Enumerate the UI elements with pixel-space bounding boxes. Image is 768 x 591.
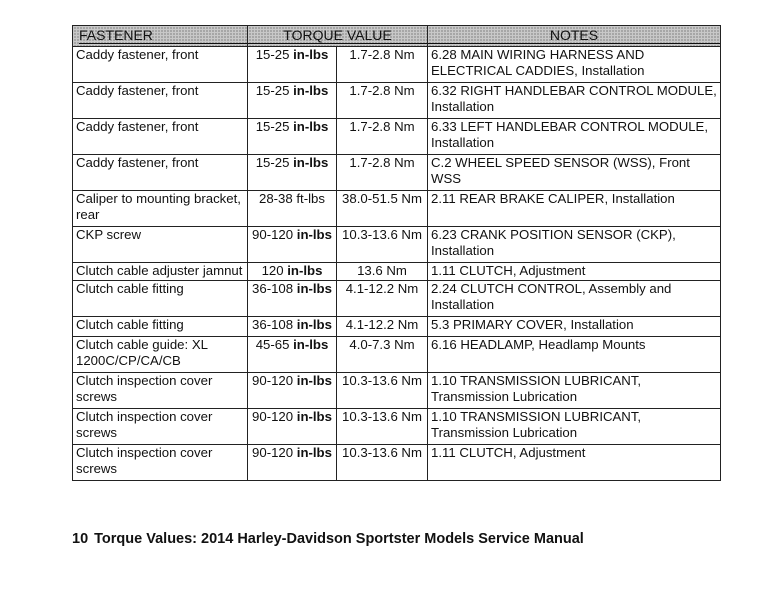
notes-cell: 6.32 RIGHT HANDLEBAR CONTROL MODULE, Installation	[428, 83, 721, 119]
torque-imperial-cell	[248, 47, 337, 83]
table-row	[73, 281, 721, 317]
torque-range: 120	[261, 263, 284, 278]
fastener-cell: Clutch cable fitting	[73, 317, 248, 337]
torque-imperial-cell	[248, 281, 337, 317]
torque-unit: in-lbs	[293, 47, 329, 62]
notes-cell: 1.11 CLUTCH, Adjustment	[428, 263, 721, 281]
notes-cell: 2.24 CLUTCH CONTROL, Assembly and Installation	[428, 281, 721, 317]
fastener-cell: CKP screw	[73, 227, 248, 263]
table-row	[73, 409, 721, 445]
torque-unit: in-lbs	[296, 373, 332, 388]
torque-range: 36-108	[252, 281, 294, 296]
table-row	[73, 191, 721, 227]
torque-range: 90-120	[252, 409, 294, 424]
notes-cell: 1.10 TRANSMISSION LUBRICANT, Transmission Lubrication	[428, 373, 721, 409]
fastener-cell: Clutch cable fitting	[73, 281, 248, 317]
torque-unit: in-lbs	[296, 281, 332, 296]
footer-title: Torque Values: 2014 Harley-Davidson Sportster Models Service Manual	[94, 531, 584, 547]
notes-cell: 6.23 CRANK POSITION SENSOR (CKP), Installation	[428, 227, 721, 263]
torque-metric-cell: 4.1-12.2 Nm	[337, 281, 428, 317]
torque-values-table	[72, 25, 721, 481]
torque-imperial-cell	[248, 191, 337, 227]
torque-metric-cell: 13.6 Nm	[337, 263, 428, 281]
torque-imperial-cell	[248, 119, 337, 155]
notes-cell: 1.10 TRANSMISSION LUBRICANT, Transmission Lubrication	[428, 409, 721, 445]
notes-cell: 6.16 HEADLAMP, Headlamp Mounts	[428, 337, 721, 373]
torque-imperial-cell	[248, 409, 337, 445]
torque-imperial-cell	[248, 337, 337, 373]
torque-imperial-cell	[248, 227, 337, 263]
torque-unit: in-lbs	[293, 155, 329, 170]
notes-cell: 5.3 PRIMARY COVER, Installation	[428, 317, 721, 337]
fastener-cell: Clutch cable guide: XL 1200C/CP/CA/CB	[73, 337, 248, 373]
torque-range: 90-120	[252, 227, 294, 242]
torque-imperial-cell	[248, 263, 337, 281]
notes-cell: 6.28 MAIN WIRING HARNESS AND ELECTRICAL CADDIES, Installation	[428, 47, 721, 83]
torque-imperial-cell	[248, 373, 337, 409]
torque-range: 36-108	[252, 317, 294, 332]
torque-unit: in-lbs	[287, 263, 323, 278]
torque-unit: in-lbs	[296, 409, 332, 424]
table-row	[73, 83, 721, 119]
torque-metric-cell: 10.3-13.6 Nm	[337, 227, 428, 263]
torque-imperial-cell	[248, 155, 337, 191]
torque-imperial-cell	[248, 445, 337, 481]
torque-range: 28-38 ft-lbs	[259, 191, 325, 206]
table-row	[73, 445, 721, 481]
table-row	[73, 263, 721, 281]
fastener-cell: Clutch inspection cover screws	[73, 373, 248, 409]
torque-metric-cell: 1.7-2.8 Nm	[337, 83, 428, 119]
torque-unit: in-lbs	[293, 337, 329, 352]
torque-range: 90-120	[252, 445, 294, 460]
torque-metric-cell: 4.0-7.3 Nm	[337, 337, 428, 373]
table-row	[73, 227, 721, 263]
table-row	[73, 317, 721, 337]
torque-metric-cell: 10.3-13.6 Nm	[337, 445, 428, 481]
torque-metric-cell: 10.3-13.6 Nm	[337, 373, 428, 409]
torque-range: 15-25	[255, 119, 290, 134]
table-header	[73, 26, 721, 47]
torque-imperial-cell	[248, 317, 337, 337]
torque-metric-cell: 10.3-13.6 Nm	[337, 409, 428, 445]
torque-range: 15-25	[255, 83, 290, 98]
header-row	[73, 26, 721, 47]
table-row	[73, 337, 721, 373]
fastener-cell: Caddy fastener, front	[73, 119, 248, 155]
torque-unit: in-lbs	[296, 445, 332, 460]
torque-metric-cell: 1.7-2.8 Nm	[337, 119, 428, 155]
fastener-cell: Caddy fastener, front	[73, 47, 248, 83]
torque-range: 90-120	[252, 373, 294, 388]
torque-unit: in-lbs	[293, 119, 329, 134]
fastener-cell: Clutch inspection cover screws	[73, 445, 248, 481]
page-footer	[72, 531, 584, 547]
torque-metric-cell: 38.0-51.5 Nm	[337, 191, 428, 227]
torque-range: 45-65	[255, 337, 290, 352]
notes-cell: 2.11 REAR BRAKE CALIPER, Installation	[428, 191, 721, 227]
fastener-cell: Clutch cable adjuster jamnut	[73, 263, 248, 281]
table-row	[73, 119, 721, 155]
fastener-cell: Clutch inspection cover screws	[73, 409, 248, 445]
fastener-cell: Caddy fastener, front	[73, 155, 248, 191]
header-fastener: FASTENER	[73, 26, 248, 47]
fastener-cell: Caddy fastener, front	[73, 83, 248, 119]
header-torque-value: TORQUE VALUE	[248, 26, 428, 47]
torque-metric-cell: 1.7-2.8 Nm	[337, 47, 428, 83]
torque-unit: in-lbs	[296, 317, 332, 332]
torque-metric-cell: 4.1-12.2 Nm	[337, 317, 428, 337]
torque-unit: in-lbs	[293, 83, 329, 98]
table-body	[73, 47, 721, 481]
torque-metric-cell: 1.7-2.8 Nm	[337, 155, 428, 191]
table-row	[73, 155, 721, 191]
table-row	[73, 373, 721, 409]
torque-range: 15-25	[255, 155, 290, 170]
notes-cell: 6.33 LEFT HANDLEBAR CONTROL MODULE, Installation	[428, 119, 721, 155]
table-row	[73, 47, 721, 83]
notes-cell: 1.11 CLUTCH, Adjustment	[428, 445, 721, 481]
torque-imperial-cell	[248, 83, 337, 119]
fastener-cell: Caliper to mounting bracket, rear	[73, 191, 248, 227]
notes-cell: C.2 WHEEL SPEED SENSOR (WSS), Front WSS	[428, 155, 721, 191]
header-notes: NOTES	[428, 26, 721, 47]
torque-unit: in-lbs	[296, 227, 332, 242]
page-number: 10	[72, 531, 89, 547]
torque-range: 15-25	[255, 47, 290, 62]
